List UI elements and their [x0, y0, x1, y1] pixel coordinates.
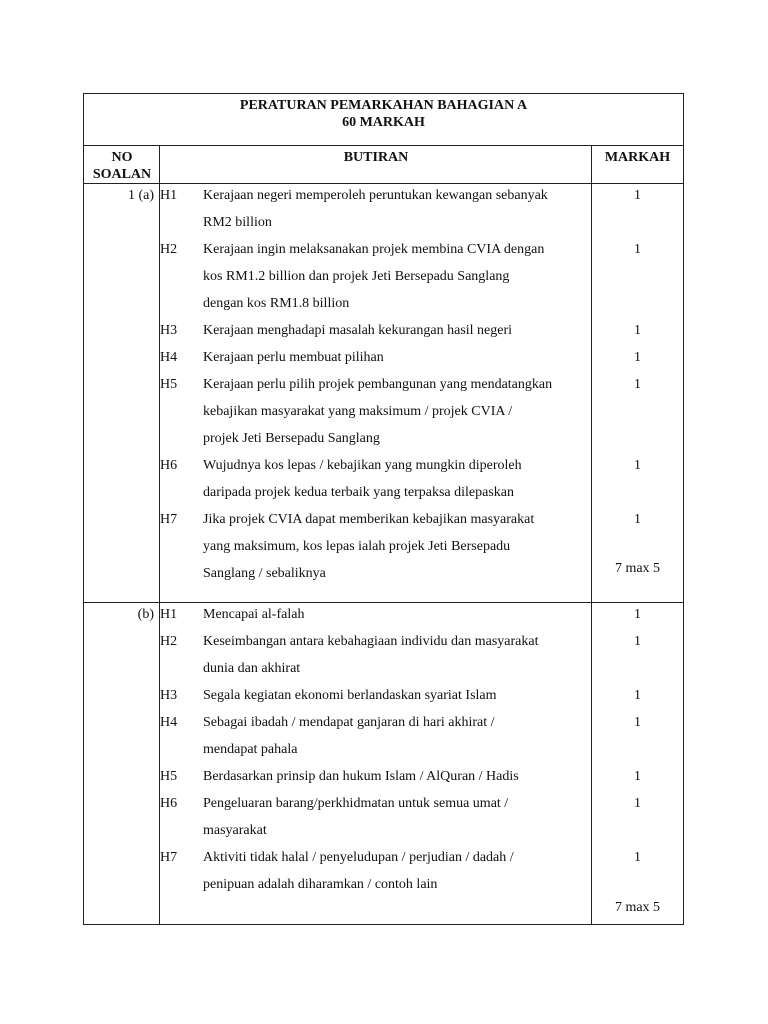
point-text-line: Pengeluaran barang/perkhidmatan untuk semua umat /: [203, 796, 509, 811]
point-code: H1: [160, 607, 178, 622]
point-code: H7: [160, 512, 178, 527]
header-no-soalan: [84, 149, 160, 183]
header-no: NO: [111, 150, 133, 165]
title-line-2: 60 MARKAH: [342, 115, 425, 130]
point-text-line: dengan kos RM1.8 billion: [203, 296, 350, 311]
point-mark: 1: [634, 634, 641, 649]
table-title: [84, 94, 683, 146]
point-text: [203, 709, 593, 763]
point-code: H2: [160, 242, 178, 257]
point-text: [203, 317, 593, 344]
point-text: [203, 682, 593, 709]
point-text-line: yang maksimum, kos lepas ialah projek Jeti Bersepadu: [203, 539, 511, 554]
marking-scheme-table: [83, 93, 684, 925]
question-number: 1 (a): [127, 188, 154, 203]
point-text-line: masyarakat: [203, 823, 267, 838]
point-text-line: Aktiviti tidak halal / penyeludupan / perjudian / dadah /: [203, 850, 514, 865]
point-code: H1: [160, 188, 178, 203]
point-mark: 1: [634, 769, 641, 784]
point-mark: 1: [634, 350, 641, 365]
point-text-line: Kerajaan ingin melaksanakan projek membina CVIA dengan: [203, 242, 545, 257]
point-text: [203, 844, 593, 898]
point-text-line: daripada projek kedua terbaik yang terpaksa dilepaskan: [203, 485, 514, 500]
header-markah: MARKAH: [604, 150, 671, 165]
point-text-line: Jika projek CVIA dapat memberikan kebajikan masyarakat: [203, 512, 535, 527]
point-text-line: kos RM1.2 billion dan projek Jeti Bersepadu Sanglang: [203, 269, 510, 284]
point-mark: 1: [634, 607, 641, 622]
point-code: H6: [160, 458, 178, 473]
point-text-line: Sebagai ibadah / mendapat ganjaran di hari akhirat /: [203, 715, 495, 730]
header-soalan: SOALAN: [92, 167, 152, 182]
section-total-mark: 7 max 5: [614, 561, 661, 576]
point-text: [203, 236, 593, 317]
header-butiran: BUTIRAN: [343, 150, 409, 165]
point-code: H6: [160, 796, 178, 811]
point-text-line: penipuan adalah diharamkan / contoh lain: [203, 877, 438, 892]
point-mark: 1: [634, 512, 641, 527]
point-code: H4: [160, 715, 178, 730]
point-text-line: Berdasarkan prinsip dan hukum Islam / AlQuran / Hadis: [203, 769, 519, 784]
point-text-line: Sanglang / sebaliknya: [203, 566, 326, 581]
point-text: [203, 790, 593, 844]
point-text-line: Kerajaan menghadapi masalah kekurangan hasil negeri: [203, 323, 513, 338]
point-text: [203, 628, 593, 682]
point-code: H3: [160, 688, 178, 703]
point-text-line: Kerajaan perlu pilih projek pembangunan yang mendatangkan: [203, 377, 553, 392]
point-text-line: Wujudnya kos lepas / kebajikan yang mungkin diperoleh: [203, 458, 522, 473]
point-text: [203, 763, 593, 790]
point-text-line: mendapat pahala: [203, 742, 298, 757]
point-text-line: Segala kegiatan ekonomi berlandaskan syariat Islam: [203, 688, 497, 703]
point-text-line: Kerajaan negeri memperoleh peruntukan kewangan sebanyak: [203, 188, 548, 203]
point-mark: 1: [634, 688, 641, 703]
point-mark: 1: [634, 242, 641, 257]
point-text-line: RM2 billion: [203, 215, 272, 230]
point-text-line: Kerajaan perlu membuat pilihan: [203, 350, 384, 365]
point-text: [203, 506, 593, 587]
point-mark: 1: [634, 715, 641, 730]
point-mark: 1: [634, 188, 641, 203]
point-text-line: projek Jeti Bersepadu Sanglang: [203, 431, 380, 446]
point-text-line: kebajikan masyarakat yang maksimum / projek CVIA /: [203, 404, 513, 419]
point-text-line: Mencapai al-falah: [203, 607, 305, 622]
point-code: H4: [160, 350, 178, 365]
point-text: [203, 371, 593, 452]
section-total-mark: 7 max 5: [614, 900, 661, 915]
point-mark: 1: [634, 323, 641, 338]
point-code: H5: [160, 769, 178, 784]
point-mark: 1: [634, 377, 641, 392]
point-text: [203, 344, 593, 371]
point-code: H5: [160, 377, 178, 392]
point-text-line: dunia dan akhirat: [203, 661, 301, 676]
point-text-line: Keseimbangan antara kebahagiaan individu dan masyarakat: [203, 634, 539, 649]
point-mark: 1: [634, 850, 641, 865]
point-mark: 1: [634, 796, 641, 811]
point-text: [203, 182, 593, 236]
question-number: (b): [137, 607, 154, 622]
point-code: H7: [160, 850, 178, 865]
title-line-1: PERATURAN PEMARKAHAN BAHAGIAN A: [239, 98, 528, 113]
point-code: H2: [160, 634, 178, 649]
point-text: [203, 452, 593, 506]
point-mark: 1: [634, 458, 641, 473]
point-text: [203, 601, 593, 628]
point-code: H3: [160, 323, 178, 338]
